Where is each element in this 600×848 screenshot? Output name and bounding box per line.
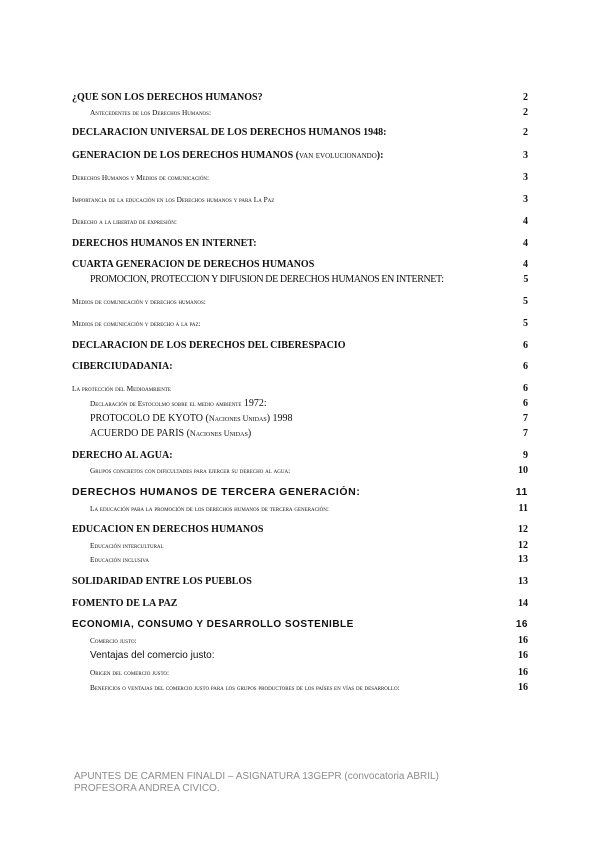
toc-entry-title: Importancia de la educación en los Derechos humanos y para La Paz [72, 195, 275, 204]
toc-title-part: ) 1998 [266, 413, 293, 424]
toc-entry-title: ¿QUÉ SON LOS DERECHOS HUMANOS? [72, 92, 263, 103]
toc-entry-title: FOMENTO DE LA PAZ [72, 598, 178, 609]
toc-entry-title: DERECHOS HUMANOS DE TERCERA GENERACIÓN: [72, 486, 361, 498]
toc-entry-page: 9 [523, 450, 528, 461]
toc-entry-paris[interactable] [90, 428, 528, 442]
toc-entry-title: La protección del Medioambiente [72, 384, 171, 393]
toc-entry-title: Educación intercultural [90, 541, 164, 550]
toc-entry-page: 4 [523, 216, 528, 227]
toc-entry-title: DECLARACIÓN DE LOS DERECHOS DEL CIBERESPACIO [72, 340, 346, 351]
toc-entry-title: Medios de comunicación y derechos humanos: [72, 297, 206, 306]
toc-entry-page: 13 [518, 554, 528, 565]
toc-entry-page: 7 [523, 428, 528, 439]
toc-title-part: van evolucionando [298, 150, 377, 161]
toc-entry-title [90, 428, 251, 439]
toc-entry-page: 3 [523, 172, 528, 183]
toc-entry-title: Derecho a la libertad de expresión: [72, 217, 177, 226]
toc-entry-cuarta-generacion[interactable] [72, 259, 528, 273]
toc-entry-antecedentes[interactable] [90, 107, 528, 121]
toc-entry-title: SOLIDARIDAD ENTRE LOS PUEBLOS [72, 576, 252, 587]
toc-title-part: ) [247, 428, 252, 439]
toc-title-part: GENERACIÓN DE LOS DERECHOS HUMANOS ( [72, 150, 299, 161]
toc-entry-grupos-concretos[interactable] [90, 465, 528, 479]
toc-entry-declaracion-universal[interactable] [72, 127, 528, 141]
toc-entry-page: 16 [515, 619, 528, 630]
toc-entry-title: Antecedentes de los Derechos Humanos: [90, 108, 211, 117]
toc-entry-title: Ventajas del comercio justo: [90, 650, 215, 661]
toc-entry-page: 16 [518, 682, 528, 693]
toc-entry-title: DERECHOS HUMANOS EN INTERNET: [72, 238, 257, 249]
toc-entry-economia-consumo[interactable] [72, 619, 528, 633]
toc-entry-title [90, 398, 267, 409]
toc-entry-title: Beneficios o ventajas del comercio justo para los grupos productores de los países en vías de desarrollo: [90, 683, 400, 692]
toc-entry-page: 4 [523, 259, 528, 270]
toc-entry-libertad-expresion[interactable] [72, 216, 528, 230]
toc-entry-page: 10 [518, 465, 528, 476]
toc-entry-title: PROMOCIÓN, PROTECCIÓN Y DIFUSIÓN DE DERECHOS HUMANOS EN INTERNET: [90, 274, 444, 285]
toc-entry-page: 5 [523, 296, 528, 307]
toc-entry-title: ECONOMÍA, CONSUMO Y DESARROLLO SOSTENIBLE [72, 619, 354, 630]
toc-entry-page: 12 [518, 540, 528, 551]
toc-entry-page: 11 [515, 486, 528, 498]
toc-entry-title: Derechos Humanos y Medios de comunicación: [72, 173, 210, 182]
toc-entry-ddhh-medios[interactable] [72, 172, 528, 186]
toc-entry-title [90, 413, 293, 424]
toc-entry-educacion-ddhh[interactable] [72, 524, 528, 538]
toc-title-part: PROTOCOLO DE KYOTO ( [90, 413, 209, 424]
toc-entry-page: 2 [523, 107, 528, 118]
toc-title-part: Declaración de Estocolmo sobre el medio ambiente [90, 399, 242, 408]
toc-entry-kyoto[interactable] [90, 413, 528, 427]
page-footer [74, 771, 524, 795]
toc-title-part: Naciones Unidas [208, 414, 267, 423]
toc-entry-page: 6 [523, 383, 528, 394]
toc-entry-ciberespacio[interactable] [72, 340, 528, 354]
footer-line-2: PROFESORA ANDREA CIVICO. [74, 783, 220, 794]
toc-entry-ventajas-comercio[interactable] [90, 650, 528, 664]
toc-entry-que-son-derechos-humanos[interactable] [72, 92, 528, 106]
toc-title-part: ): [376, 150, 384, 161]
toc-entry-page: 6 [523, 398, 528, 409]
toc-entry-page: 13 [518, 576, 528, 587]
toc-entry-title: Origen del comercio justo: [90, 668, 170, 677]
toc-entry-page: 3 [523, 194, 528, 205]
toc-entry-page: 5 [523, 318, 528, 329]
toc-entry-page: 16 [518, 635, 528, 646]
toc-entry-medios-paz[interactable] [72, 318, 528, 332]
toc-entry-ciberciudadania[interactable] [72, 361, 528, 375]
toc-entry-page: 6 [523, 340, 528, 351]
toc-entry-page: 11 [518, 503, 528, 514]
toc-entry-title: CUARTA GENERACIÓN DE DERECHOS HUMANOS [72, 259, 315, 270]
toc-entry-origen-comercio[interactable] [90, 667, 528, 681]
toc-entry-page: 6 [523, 361, 528, 372]
footer-line-1: APUNTES DE CARMEN FINALDI – ASIGNATURA 13GEPR (convocatoria ABRIL) [74, 771, 439, 782]
toc-entry-title: La educación para la promoción de los derechos humanos de tercera generación: [90, 504, 329, 513]
toc-entry-tercera-generacion[interactable] [72, 486, 528, 500]
toc-entry-page: 7 [523, 413, 528, 424]
toc-entry-page: 16 [518, 667, 528, 678]
toc-entry-title: Educación inclusiva [90, 555, 149, 564]
toc-entry-page: 12 [518, 524, 528, 535]
toc-entry-estocolmo[interactable] [90, 398, 528, 412]
toc-entry-educacion-intercultural[interactable] [90, 540, 528, 554]
toc-entry-ddhh-internet[interactable] [72, 238, 528, 252]
toc-title-part: ACUERDO DE PARÍS ( [90, 428, 190, 439]
toc-entry-title [72, 150, 383, 161]
toc-title-part: Naciones Unidas [189, 429, 248, 438]
toc-entry-title: Grupos concretos con dificultades para ejercer su derecho al agua: [90, 466, 291, 475]
toc-entry-page: 14 [518, 598, 528, 609]
toc-entry-educacion-tercera-gen[interactable] [90, 503, 528, 517]
toc-entry-derecho-agua[interactable] [72, 450, 528, 464]
toc-entry-promocion-proteccion[interactable] [90, 274, 528, 288]
toc-entry-title: DECLARACIÓN UNIVERSAL DE LOS DERECHOS HUMANOS 1948: [72, 127, 387, 138]
toc-entry-beneficios-comercio[interactable] [90, 682, 528, 696]
toc-entry-title: Comercio justo: [90, 636, 137, 645]
toc-entry-title: DERECHO AL AGUA: [72, 450, 173, 461]
toc-entry-page: 2 [523, 127, 528, 138]
toc-entry-page: 16 [518, 650, 528, 661]
toc-entry-page: 5 [523, 274, 528, 285]
toc-entry-comercio-justo[interactable] [90, 635, 528, 649]
toc-title-part: 1972: [241, 398, 267, 409]
toc-entry-title: EDUCACIÓN EN DERECHOS HUMANOS [72, 524, 264, 535]
toc-entry-educacion-inclusiva[interactable] [90, 554, 528, 568]
toc-entry-importancia-educacion[interactable] [72, 194, 528, 208]
toc-entry-solidaridad[interactable] [72, 576, 528, 590]
toc-entry-fomento-paz[interactable] [72, 598, 528, 612]
toc-entry-generacion-derechos[interactable] [72, 150, 528, 164]
toc-entry-title: Medios de comunicación y derecho a la paz: [72, 319, 201, 328]
toc-entry-medioambiente[interactable] [72, 383, 528, 397]
toc-entry-page: 4 [523, 238, 528, 249]
toc-entry-medios-ddhh[interactable] [72, 296, 528, 310]
toc-entry-page: 3 [523, 150, 528, 161]
toc-entry-page: 2 [523, 92, 528, 103]
toc-entry-title: CIBERCIUDADANIA: [72, 361, 173, 372]
